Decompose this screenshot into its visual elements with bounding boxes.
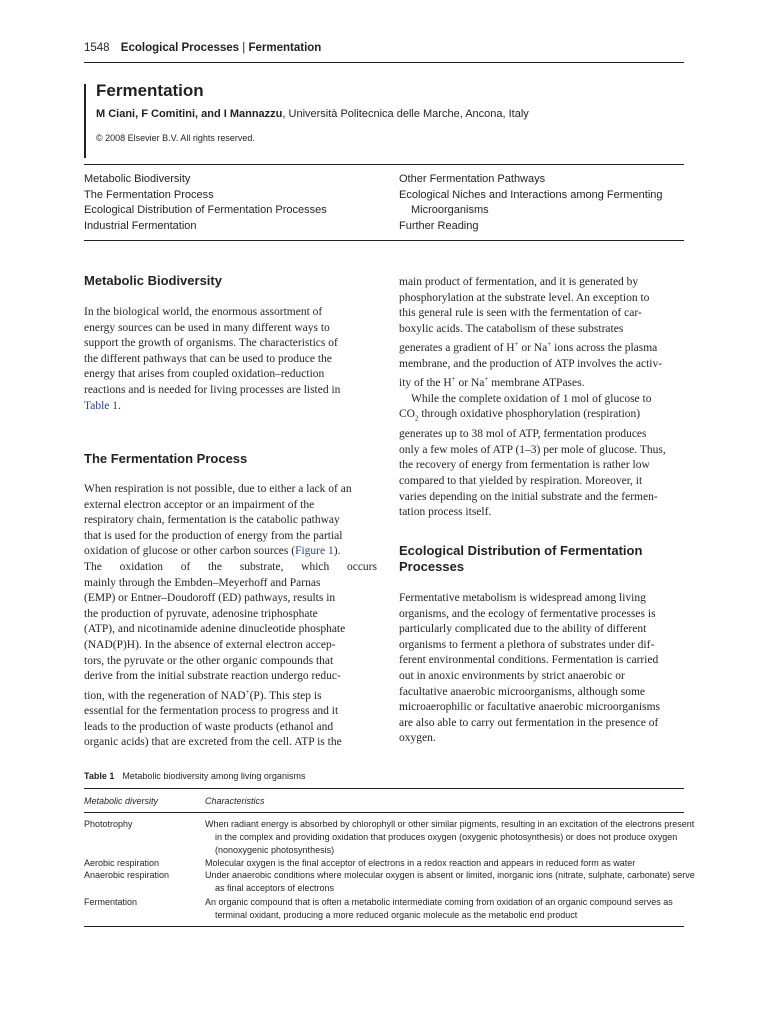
table-caption-text: Metabolic biodiversity among living organisms [122, 771, 306, 781]
author-line [96, 108, 529, 120]
table-cell-name: Aerobic respiration [84, 858, 160, 868]
table-cell-desc: When radiant energy is absorbed by chlorophyll or other similar pigments, resulting in an excitation of the electrons present in the complex and providing oxidation that produces oxygen (oxygenic photosynthesis) or does not produce oxygen (nonoxygenic photosynthesis) [205, 819, 695, 855]
table-cell-name: Anaerobic respiration [84, 870, 170, 880]
table-header-characteristics: Characteristics [205, 796, 265, 806]
section-heading: The Fermentation Process [84, 451, 248, 466]
running-head-separator: | [242, 42, 246, 54]
table-rule-header [84, 812, 684, 813]
text-line: the different pathways that can be used to produce the [84, 352, 332, 365]
table-1-link[interactable]: Table 1 [84, 399, 119, 412]
toc-item[interactable]: The Fermentation Process [84, 189, 214, 201]
section-heading: Metabolic Biodiversity [84, 273, 222, 288]
text-line: In the biological world, the enormous assortment of [84, 306, 323, 318]
toc-item[interactable]: Other Fermentation Pathways [399, 173, 546, 185]
toc-item[interactable]: Further Reading [399, 220, 479, 232]
toc-item[interactable]: Metabolic Biodiversity [84, 173, 191, 185]
title-bar [84, 84, 86, 158]
section-heading: Ecological Distribution of Fermentation Processes [399, 543, 643, 574]
article-title: Fermentation [96, 81, 204, 100]
running-head-subsection: Fermentation [248, 42, 322, 54]
page-number: 1548 [84, 42, 110, 54]
toc-item[interactable]: Ecological Distribution of Fermentation Processes [84, 204, 327, 216]
authors: M Ciani, F Comitini, and I Mannazzu [96, 108, 283, 120]
table-cell-name: Fermentation [84, 897, 138, 907]
table-cell-desc: Molecular oxygen is the final acceptor of electrons in a redox reaction and appears in reduced form as water [205, 858, 636, 868]
toc-item-continued[interactable]: Microorganisms [411, 204, 489, 216]
text-line: support the growth of organisms. The characteristics of [84, 337, 338, 350]
header-rule [84, 62, 684, 63]
running-head-section: Ecological Processes [120, 42, 240, 54]
copyright: © 2008 Elsevier B.V. All rights reserved. [96, 133, 255, 143]
running-head [84, 42, 321, 54]
table-cell-desc: An organic compound that is often a metabolic intermediate coming from oxidation of an organic compound serves as terminal oxidant, producing a more reduced organic molecule as the metabolic end product [205, 897, 673, 920]
table-rule-top [84, 788, 684, 789]
table-cell-desc: Under anaerobic conditions where molecular oxygen is absent or limited, inorganic ions (nitrate, sulphate, carbonate) serve as final acceptors of electrons [205, 870, 695, 893]
toc-rule-top [84, 164, 684, 165]
table-caption [84, 771, 305, 781]
paragraph-process: When respiration is not possible, due to either a lack of an external electron acceptor or an impairment of the respiratory chain, fermentation is the catabolic pathway that is used for the production of energy from the partial oxidation of glucose or other carbon sources (Figure 1). The oxidation of the substrate, which occurs mainly through the Embden–Meyerhoff and Parnas (EMP) or Entner–Doudoroff (ED) pathways, results in the production of pyruvate, adenosine triphosphate (ATP), and nicotinamide adenine dinucleotide phosphate (NAD(P)H). In the absence of external electron accep- tors, the pyruvate or the other organic compounds that derive from the initial substrate reaction undergo reduc- tion, with the regeneration of NAD+(P). This step is essential for the fermentation process to progress and it leads to the production of waste products (ethanol and organic acids) that are excreted from the cell. ATP is the [84, 483, 377, 749]
text-line: energy that arises from coupled oxidation–reduction [84, 368, 325, 381]
text-line-last: Table 1. [84, 399, 121, 412]
text-line: reactions and is needed for living processes are listed in [84, 383, 341, 396]
figure-1-link[interactable]: Figure 1 [295, 545, 334, 558]
table-rule-bottom [84, 926, 684, 927]
paragraph-ecological: Fermentative metabolism is widespread among living organisms, and the ecology of fermentative processes is particularly complicated due to the ability of different organisms to ferment a plethora of substrates under dif- ferent environmental conditions. Fermentation is carried out in anoxic environments by strict anaerobic or facultative anaerobic microorganisms, although some microaerophilic or facultative anaerobic microorganisms are also able to carry out fermentation in the presence of oxygen. [399, 592, 660, 745]
text-line: energy sources can be used in many different ways to [84, 321, 330, 334]
table-label: Table 1 [84, 771, 115, 781]
paragraph-continuation: main product of fermentation, and it is generated by phosphorylation at the substrate level. An exception to this general rule is seen with the fermentation of car- boxylic acids. The catabolism of these substrates generates a gradient of H+ or Na+ ions across the plasma membrane, and the production of ATP involves the activ- ity of the H+ or Na+ membrane ATPases. While the complete oxidation of 1 mol of glucose to $CO_2$ through oxidative phosphorylation (respiration) generates up to 38 mol of ATP, fermentation produces only a few moles of ATP (1–3) per mole of glucose. Thus, the recovery of energy from fermentation is rather low compared to that yielded by respiration. Moreover, it varies depending on the initial substrate and the fermen- tation process itself. [399, 276, 666, 519]
affiliation: , Università Politecnica delle Marche, Ancona, Italy [282, 108, 529, 120]
toc-rule-bottom [84, 240, 684, 241]
table-header-metabolic-diversity: Metabolic diversity [84, 796, 159, 806]
table-cell-name: Phototrophy [84, 819, 133, 829]
toc-item[interactable]: Industrial Fermentation [84, 220, 197, 232]
toc-item[interactable]: Ecological Niches and Interactions among Fermenting [399, 189, 663, 201]
paragraph-metabolic [84, 305, 377, 414]
